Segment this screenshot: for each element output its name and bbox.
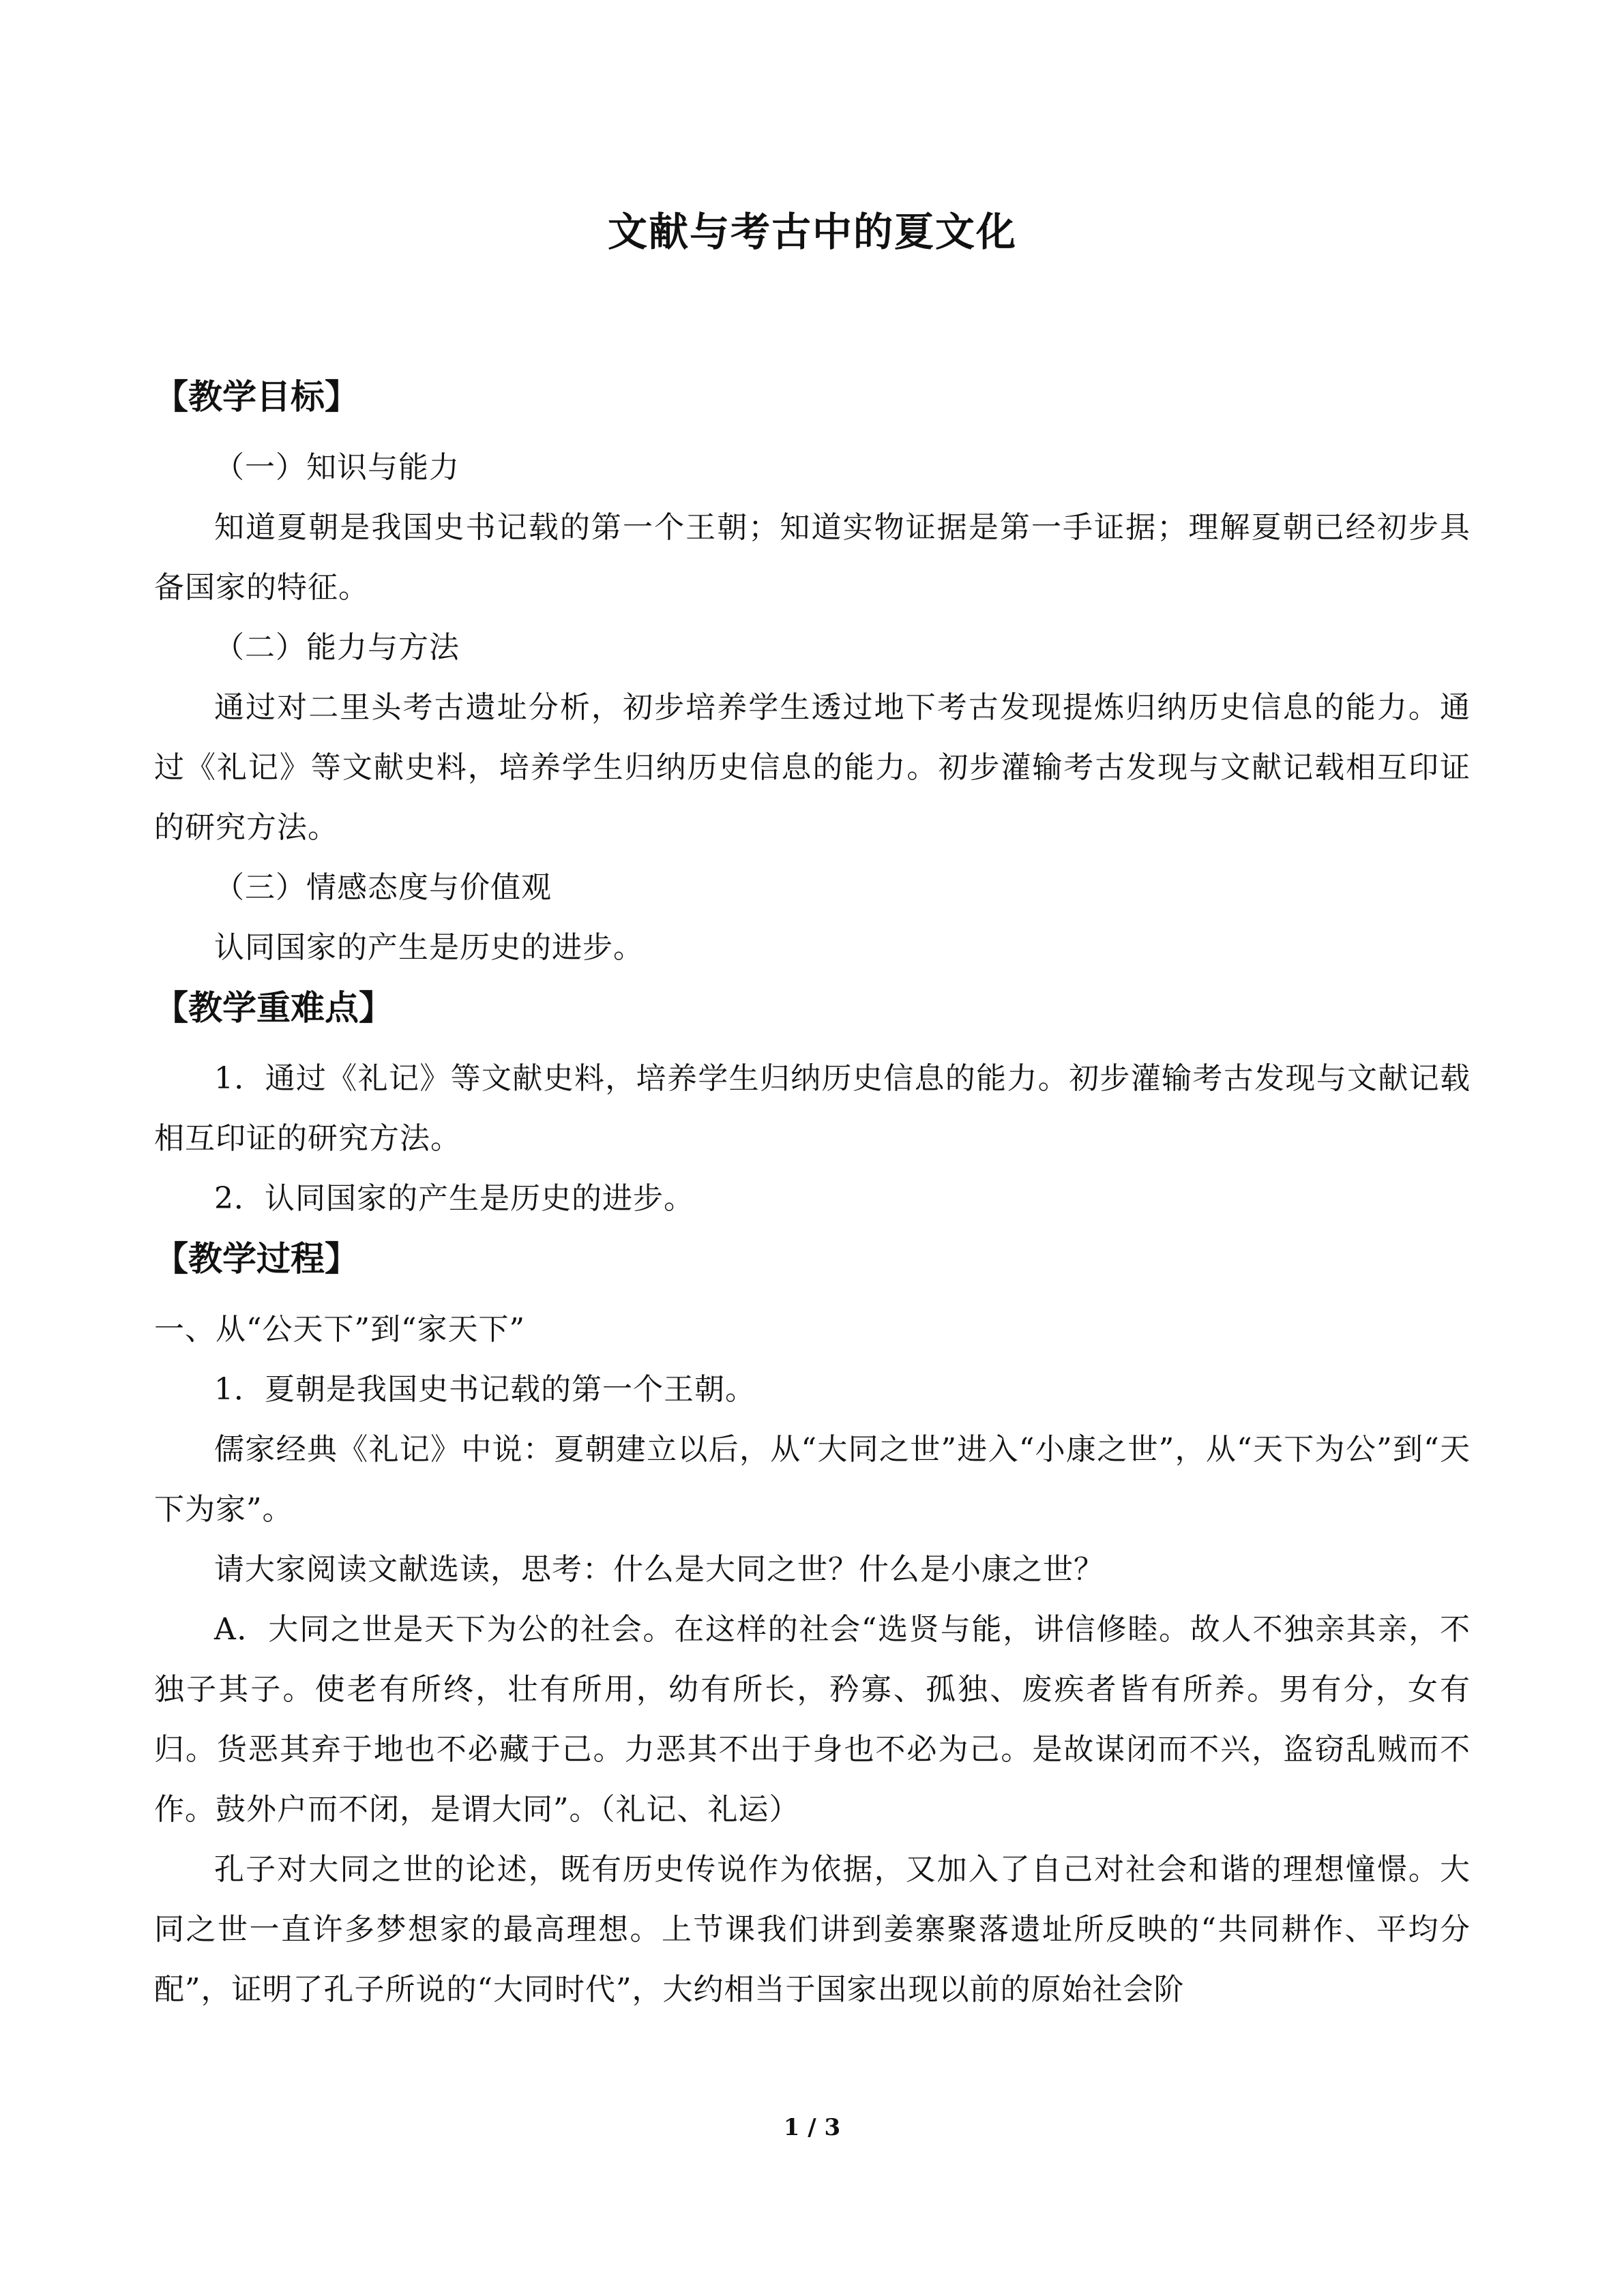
subheading-knowledge: （一）知识与能力: [214, 450, 460, 485]
page-number: 1 / 3: [783, 2114, 841, 2141]
paragraph-process-3: 请大家阅读文献选读，思考：什么是大同之世？什么是小康之世？: [214, 1552, 1104, 1587]
paragraph-process-2: 儒家经典《礼记》中说：夏朝建立以后，从“大同之世”进入“小康之世”，从“天下为公”到“天下为家”。: [154, 1432, 1471, 1527]
part-heading-1: 一、从“公天下”到“家天下”: [154, 1312, 525, 1347]
paragraph-methods: 通过对二里头考古遗址分析，初步培养学生透过地下考古发现提炼归纳历史信息的能力。通过《礼记》等文献史料，培养学生归纳历史信息的能力。初步灌输考古发现与文献记载相互印证的研究方法。: [154, 690, 1471, 845]
paragraph-process-4: A．大同之世是天下为公的社会。在这样的社会“选贤与能，讲信修睦。故人不独亲其亲，不独子其子。使老有所终，壮有所用，幼有所长，矜寡、孤独、废疾者皆有所养。男有分，女有归。货恶其弃于地也不必藏于己。力恶其不出于身也不必为己。是故谋闭而不兴，盗窃乱贼而不作。鼓外户而不闭，是谓大同”。（礼记、礼运）: [154, 1612, 1471, 1827]
document-title: 文献与考古中的夏文化: [607, 209, 1017, 255]
section-heading-key-points: 【教学重难点】: [154, 988, 393, 1028]
subheading-methods: （二）能力与方法: [214, 630, 460, 665]
section-key-points: [154, 978, 1471, 1229]
paragraph-process-5: 孔子对大同之世的论述，既有历史传说作为依据，又加入了自己对社会和谐的理想憧憬。大同之世一直许多梦想家的最高理想。上节课我们讲到姜寨聚落遗址所反映的“共同耕作、平均分配”，证明了孔子所说的“大同时代”，大约相当于国家出现以前的原始社会阶: [154, 1852, 1471, 2007]
paragraph-values: 认同国家的产生是历史的进步。: [214, 930, 644, 965]
paragraph-knowledge: 知道夏朝是我国史书记载的第一个王朝；知道实物证据是第一手证据；理解夏朝已经初步具备国家的特征。: [154, 510, 1471, 605]
section-heading-process: 【教学过程】: [154, 1239, 359, 1279]
paragraph-key-point-1: 1．通过《礼记》等文献史料，培养学生归纳历史信息的能力。初步灌输考古发现与文献记载相互印证的研究方法。: [154, 1061, 1471, 1156]
paragraph-key-point-2: 2．认同国家的产生是历史的进步。: [214, 1181, 694, 1216]
section-heading-objectives: 【教学目标】: [154, 377, 359, 417]
section-process: [154, 1229, 1471, 2020]
section-objectives: [154, 367, 1471, 978]
paragraph-process-1: 1．夏朝是我国史书记载的第一个王朝。: [214, 1372, 756, 1407]
document-body: [154, 205, 1471, 2020]
subheading-values: （三）情感态度与价值观: [214, 870, 552, 905]
